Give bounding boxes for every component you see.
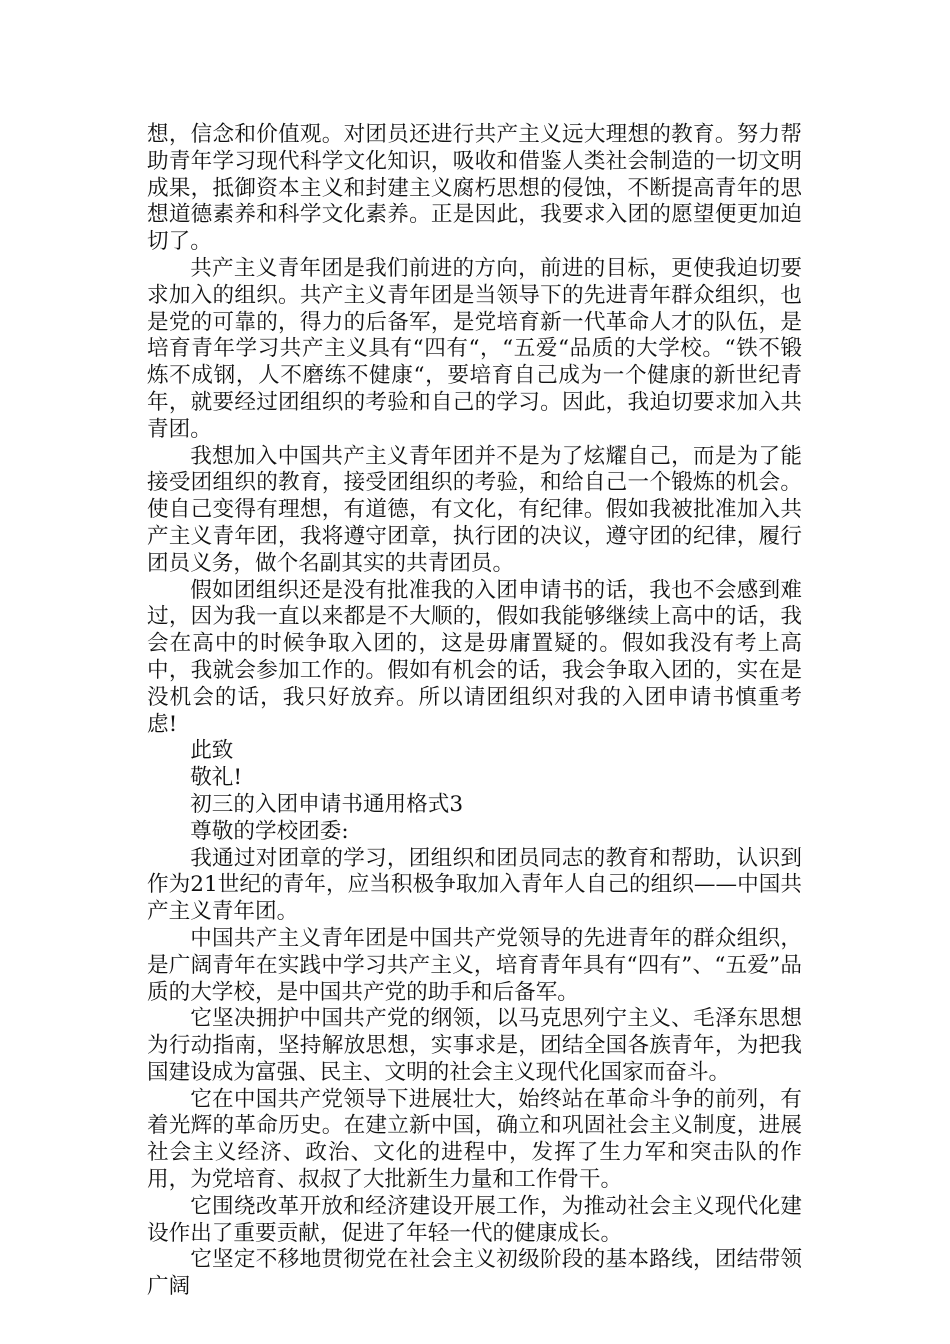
closing-regards: 敬礼! (190, 765, 243, 791)
paragraph-6: 中国共产主义青年团是中国共产党领导的先进青年的群众组织，是广阔青年在实践中学习共产主义，培育青年具有“四有”、“五爱”品质的大学校，是中国共产党的助手和后备军。 (147, 925, 802, 1005)
paragraph-2: 共产主义青年团是我们前进的方向，前进的目标，更使我迫切要求加入的组织。共产主义青年团是当领导下的先进青年群众组织，也是党的可靠的，得力的后备军，是党培育新一代革命人才的队伍，是培育青年学习共产主义具有“四有“，“五爱“品质的大学校。“铁不锻炼不成钢，人不磨练不健康“，要培育自己成为一个健康的新世纪青年，就要经过团组织的考验和自己的学习。因此，我迫切要求加入共青团。 (147, 255, 802, 442)
paragraph-5: 我通过对团章的学习，团组织和团员同志的教育和帮助，认识到作为21世纪的青年，应当积极争取加入青年人自己的组织——中国共产主义青年团。 (147, 845, 802, 925)
paragraph-7: 它坚决拥护中国共产党的纲领，以马克思列宁主义、毛泽东思想为行动指南，坚持解放思想，实事求是，团结全国各族青年，为把我国建设成为富强、民主、文明的社会主义现代化国家而奋斗。 (147, 1006, 802, 1085)
paragraph-10: 它坚定不移地贯彻党在社会主义初级阶段的基本路线，团结带领广阔 (147, 1247, 802, 1300)
paragraph-1: 想，信念和价值观。对团员还进行共产主义远大理想的教育。努力帮助青年学习现代科学文化知识，吸收和借鉴人类社会制造的一切文明成果，抵御资本主义和封建主义腐朽思想的侵蚀，不断提高青年的思想道德素养和科学文化素养。正是因此，我要求入团的愿望便更加迫切了。 (147, 122, 802, 255)
letter-greeting: 尊敬的学校团委: (190, 818, 349, 844)
document-body (147, 122, 802, 1301)
paragraph-8: 它在中国共产党领导下进展壮大，始终站在革命斗争的前列，有着光辉的革命历史。在建立新中国，确立和巩固社会主义制度，进展社会主义经济、政治、文化的进程中，发挥了生力军和突击队的作用，为党培育、叔叔了大批新生力量和工作骨干。 (147, 1086, 802, 1193)
paragraph-4: 假如团组织还是没有批准我的入团申请书的话，我也不会感到难过，因为我一直以来都是不大顺的，假如我能够继续上高中的话，我会在高中的时候争取入团的，这是毋庸置疑的。假如我没有考上高中，我就会参加工作的。假如有机会的话，我会争取入团的，实在是没机会的话，我只好放弃。所以请团组织对我的入团申请书慎重考虑! (147, 577, 802, 737)
closing-salutation: 此致 (190, 738, 234, 764)
paragraph-3: 我想加入中国共产主义青年团并不是为了炫耀自己，而是为了能接受团组织的教育，接受团组织的考验，和给自己一个锻炼的机会。使自己变得有理想，有道德，有文化，有纪律。假如我被批准加入共产主义青年团，我将遵守团章，执行团的决议，遵守团的纪律，履行团员义务，做个名副其实的共青团员。 (147, 443, 802, 576)
section-heading: 初三的入团申请书通用格式3 (190, 791, 464, 817)
paragraph-9: 它围绕改革开放和经济建设开展工作，为推动社会主义现代化建设作出了重要贡献，促进了年轻一代的健康成长。 (147, 1193, 802, 1246)
